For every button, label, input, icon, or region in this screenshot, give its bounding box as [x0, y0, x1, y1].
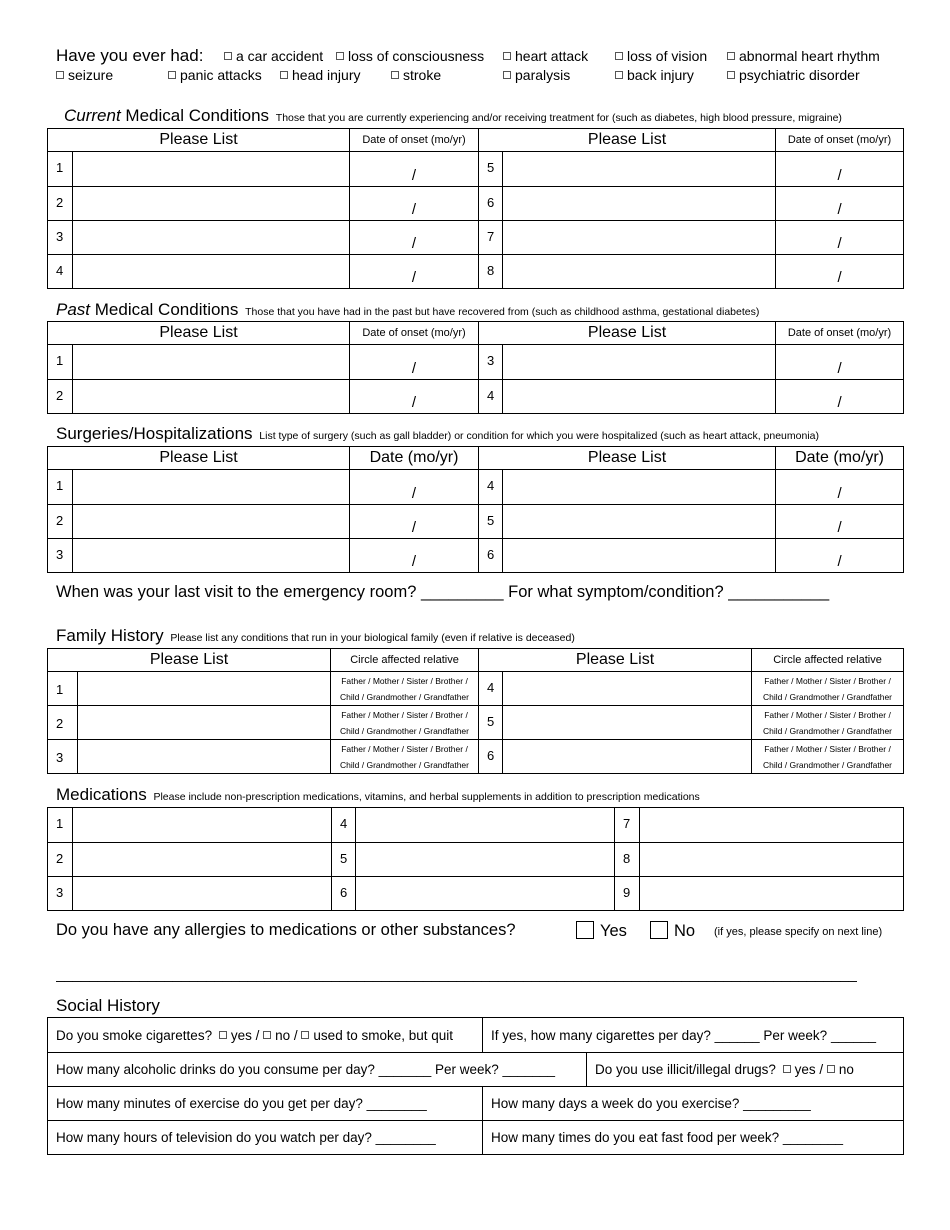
- checkbox-abnormal-heart-rhythm[interactable]: [727, 48, 880, 64]
- medication-field[interactable]: [640, 877, 904, 911]
- section-note: Please list any conditions that run in your biological family (even if relative is deceased): [170, 632, 575, 644]
- checkbox-label: paralysis: [515, 67, 571, 83]
- row-number: 1: [48, 345, 73, 380]
- checkbox-icon[interactable]: [224, 52, 232, 60]
- checkbox-icon[interactable]: [615, 71, 623, 79]
- drugs-yes-label: yes /: [794, 1062, 824, 1077]
- date-field[interactable]: /: [350, 255, 479, 289]
- relative-options[interactable]: [331, 706, 479, 740]
- row-number: 4: [48, 255, 73, 289]
- past-conditions-table: [47, 321, 904, 414]
- date-field[interactable]: /: [350, 470, 479, 505]
- checkbox-car-accident[interactable]: [224, 48, 323, 64]
- checkbox-label: head injury: [292, 67, 361, 83]
- medications-title: [56, 785, 700, 805]
- relative-options[interactable]: [752, 672, 904, 706]
- checkbox-label: loss of consciousness: [348, 48, 485, 64]
- column-header-date: Date of onset (mo/yr): [776, 322, 904, 345]
- exercise-days-question[interactable]: How many days a week do you exercise? _________: [483, 1087, 904, 1121]
- smoke-no-label: no /: [275, 1027, 298, 1043]
- surgery-field[interactable]: [73, 505, 350, 539]
- table-row: [48, 672, 904, 706]
- checkbox-icon[interactable]: [503, 71, 511, 79]
- relative-line: Child / Grandmother / Grandfather: [763, 725, 893, 736]
- relative-line: Father / Mother / Sister / Brother /: [341, 709, 468, 720]
- checkbox-label: loss of vision: [627, 48, 708, 64]
- row-number: 3: [479, 345, 503, 380]
- cigarettes-per-day-question[interactable]: If yes, how many cigarettes per day? ______ Per week? ______: [483, 1018, 904, 1053]
- checkbox-icon[interactable]: [301, 1031, 309, 1039]
- family-condition-field[interactable]: [503, 706, 752, 740]
- smoke-question: Do you smoke cigarettes?: [56, 1027, 213, 1043]
- medication-field[interactable]: [356, 808, 615, 843]
- date-field[interactable]: /: [350, 221, 479, 255]
- row-number: 4: [479, 672, 503, 706]
- row-number: 8: [615, 843, 640, 877]
- condition-field[interactable]: [503, 345, 776, 380]
- checkbox-icon[interactable]: [827, 1065, 835, 1073]
- title-text: Surgeries/Hospitalizations: [56, 424, 253, 443]
- checkbox-label: abnormal heart rhythm: [739, 48, 880, 64]
- checkbox-icon[interactable]: [576, 921, 594, 939]
- social-history-table: [47, 1017, 904, 1155]
- row-number: 6: [332, 877, 356, 911]
- date-field[interactable]: /: [776, 505, 904, 539]
- relative-options[interactable]: [331, 740, 479, 774]
- column-header-list: Please List: [479, 322, 776, 345]
- row-number: 6: [479, 539, 503, 573]
- checkbox-stroke[interactable]: [391, 67, 441, 83]
- allergies-no-option[interactable]: [650, 921, 695, 941]
- table-row: [48, 380, 904, 414]
- table-row: [48, 877, 904, 911]
- date-field[interactable]: /: [776, 539, 904, 573]
- surgeries-table: [47, 446, 904, 573]
- relative-line: Child / Grandmother / Grandfather: [340, 725, 469, 736]
- relative-options[interactable]: [752, 740, 904, 774]
- row-number: 1: [48, 470, 73, 505]
- medication-field[interactable]: [73, 808, 332, 843]
- table-row: [48, 1053, 904, 1087]
- smoke-yes-label: yes /: [230, 1027, 260, 1043]
- row-number: 3: [48, 221, 73, 255]
- column-header-date: Date (mo/yr): [776, 447, 904, 470]
- checkbox-icon[interactable]: [56, 71, 64, 79]
- drugs-question-cell: [587, 1053, 904, 1087]
- checkbox-loss-of-vision[interactable]: [615, 48, 707, 64]
- row-number: 2: [48, 380, 73, 414]
- date-field[interactable]: /: [350, 345, 479, 380]
- checkbox-label: back injury: [627, 67, 694, 83]
- checkbox-icon[interactable]: [727, 52, 735, 60]
- medication-field[interactable]: [73, 877, 332, 911]
- relative-line: Father / Mother / Sister / Brother /: [341, 743, 468, 754]
- row-number: 7: [479, 221, 503, 255]
- option-label: No: [674, 922, 696, 940]
- table-row: [48, 539, 904, 573]
- checkbox-heart-attack[interactable]: [503, 48, 588, 64]
- condition-field[interactable]: [503, 221, 776, 255]
- er-visit-question[interactable]: When was your last visit to the emergency room? _________ For what symptom/condition? ___________: [56, 583, 830, 601]
- medication-field[interactable]: [73, 843, 332, 877]
- relative-line: Child / Grandmother / Grandfather: [763, 691, 893, 702]
- date-field[interactable]: /: [350, 187, 479, 221]
- column-header-list: Please List: [48, 649, 331, 672]
- table-row: [48, 152, 904, 187]
- table-row: [48, 187, 904, 221]
- checkbox-head-injury[interactable]: [280, 67, 361, 83]
- family-condition-field[interactable]: [78, 672, 331, 706]
- alcohol-question[interactable]: How many alcoholic drinks do you consume per day? _______ Per week? _______: [48, 1053, 587, 1087]
- title-text: Social History: [56, 996, 160, 1015]
- checkbox-paralysis[interactable]: [503, 67, 570, 83]
- column-header-list: Please List: [48, 129, 350, 152]
- table-row: [48, 221, 904, 255]
- row-number: 8: [479, 255, 503, 289]
- allergies-yes-option[interactable]: [576, 921, 627, 941]
- row-number: 3: [48, 740, 78, 774]
- row-number: 4: [332, 808, 356, 843]
- drugs-question: Do you use illicit/illegal drugs?: [595, 1062, 776, 1077]
- column-header-date: Date (mo/yr): [350, 447, 479, 470]
- table-row: [48, 1018, 904, 1053]
- relative-line: Father / Mother / Sister / Brother /: [764, 709, 891, 720]
- checkbox-icon[interactable]: [783, 1065, 791, 1073]
- table-row: [48, 345, 904, 380]
- column-header-list: Please List: [48, 322, 350, 345]
- row-number: 6: [479, 187, 503, 221]
- condition-field[interactable]: [73, 152, 350, 187]
- relative-line: Child / Grandmother / Grandfather: [340, 759, 469, 770]
- television-hours-question[interactable]: How many hours of television do you watch per day? ________: [48, 1121, 483, 1155]
- row-number: 7: [615, 808, 640, 843]
- table-row: [48, 1121, 904, 1155]
- row-number: 4: [479, 380, 503, 414]
- family-condition-field[interactable]: [78, 740, 331, 774]
- social-history-title: [56, 996, 160, 1016]
- current-conditions-table: [47, 128, 904, 289]
- row-number: 2: [48, 505, 73, 539]
- condition-field[interactable]: [73, 221, 350, 255]
- past-conditions-title: [56, 300, 759, 320]
- checkbox-icon[interactable]: [615, 52, 623, 60]
- date-field[interactable]: /: [776, 345, 904, 380]
- checkbox-label: stroke: [403, 67, 442, 83]
- row-number: 1: [48, 152, 73, 187]
- table-row: [48, 1087, 904, 1121]
- medication-field[interactable]: [356, 843, 615, 877]
- column-header-date: Date of onset (mo/yr): [350, 129, 479, 152]
- family-condition-field[interactable]: [503, 740, 752, 774]
- date-field[interactable]: /: [776, 255, 904, 289]
- row-number: 3: [48, 877, 73, 911]
- checkbox-label: panic attacks: [180, 67, 262, 83]
- title-text: Medical Conditions: [120, 106, 270, 125]
- checkbox-icon[interactable]: [391, 71, 399, 79]
- section-note: Those that you are currently experiencing and/or receiving treatment for (such as diabetes, high blood pressure, migraine): [275, 112, 842, 124]
- column-header-list: Please List: [479, 649, 752, 672]
- checkbox-icon[interactable]: [650, 921, 668, 939]
- table-row: [48, 505, 904, 539]
- surgery-field[interactable]: [503, 470, 776, 505]
- checkbox-icon[interactable]: [503, 52, 511, 60]
- date-field[interactable]: /: [776, 187, 904, 221]
- current-conditions-title: [64, 106, 842, 126]
- relative-line: Child / Grandmother / Grandfather: [340, 691, 469, 702]
- row-number: 1: [48, 808, 73, 843]
- row-number: 6: [479, 740, 503, 774]
- title-text: Medical Conditions: [90, 300, 239, 319]
- row-number: 4: [479, 470, 503, 505]
- checkbox-icon[interactable]: [280, 71, 288, 79]
- table-row: [48, 470, 904, 505]
- column-header-list: Please List: [48, 447, 350, 470]
- checkbox-panic-attacks[interactable]: [168, 67, 262, 83]
- surgery-field[interactable]: [503, 505, 776, 539]
- family-condition-field[interactable]: [503, 672, 752, 706]
- medication-field[interactable]: [640, 843, 904, 877]
- relative-line: Father / Mother / Sister / Brother /: [764, 743, 891, 754]
- relative-options[interactable]: [331, 672, 479, 706]
- relative-options[interactable]: [752, 706, 904, 740]
- drugs-no-label: no: [838, 1062, 854, 1077]
- condition-field[interactable]: [503, 152, 776, 187]
- medication-field[interactable]: [640, 808, 904, 843]
- checkbox-icon[interactable]: [219, 1031, 227, 1039]
- surgery-field[interactable]: [73, 539, 350, 573]
- relative-line: Father / Mother / Sister / Brother /: [341, 675, 468, 686]
- checkbox-icon[interactable]: [168, 71, 176, 79]
- checkbox-label: a car accident: [236, 48, 324, 64]
- table-row: [48, 740, 904, 774]
- family-history-title: [56, 626, 575, 646]
- date-field[interactable]: /: [776, 152, 904, 187]
- smoke-quit-label: used to smoke, but quit: [313, 1027, 454, 1043]
- ever-had-row-1: [56, 46, 209, 66]
- allergies-specify-line[interactable]: ________________________________________________________________________________________________: [56, 966, 857, 983]
- option-label: Yes: [600, 922, 627, 940]
- condition-field[interactable]: [503, 255, 776, 289]
- row-number: 3: [48, 539, 73, 573]
- checkbox-label: heart attack: [515, 48, 589, 64]
- medication-field[interactable]: [356, 877, 615, 911]
- allergies-question: Do you have any allergies to medications or other substances?: [56, 921, 516, 939]
- column-header-date: Date of onset (mo/yr): [350, 322, 479, 345]
- date-field[interactable]: /: [776, 380, 904, 414]
- exercise-minutes-question[interactable]: How many minutes of exercise do you get per day? ________: [48, 1087, 483, 1121]
- relative-line: Father / Mother / Sister / Brother /: [764, 675, 891, 686]
- condition-field[interactable]: [73, 187, 350, 221]
- row-number: 5: [479, 152, 503, 187]
- surgery-field[interactable]: [503, 539, 776, 573]
- date-field[interactable]: /: [350, 152, 479, 187]
- title-emphasis: Past: [56, 300, 91, 319]
- date-field[interactable]: /: [350, 505, 479, 539]
- section-note: Those that you have had in the past but have recovered from (such as childhood asthma, gestational diabetes): [245, 306, 760, 318]
- row-number: 5: [332, 843, 356, 877]
- condition-field[interactable]: [503, 187, 776, 221]
- column-header-relative: Circle affected relative: [752, 649, 904, 672]
- date-field[interactable]: /: [350, 380, 479, 414]
- date-field[interactable]: /: [776, 470, 904, 505]
- smoke-question-cell: [48, 1018, 483, 1053]
- title-emphasis: Current: [64, 106, 121, 125]
- condition-field[interactable]: [73, 255, 350, 289]
- column-header-list: Please List: [479, 129, 776, 152]
- family-condition-field[interactable]: [78, 706, 331, 740]
- surgeries-title: [56, 424, 819, 444]
- checkbox-icon[interactable]: [727, 71, 735, 79]
- checkbox-psychiatric-disorder[interactable]: [727, 67, 860, 83]
- condition-field[interactable]: [503, 380, 776, 414]
- date-field[interactable]: /: [350, 539, 479, 573]
- table-row: [48, 255, 904, 289]
- condition-field[interactable]: [73, 380, 350, 414]
- checkbox-label: psychiatric disorder: [739, 67, 860, 83]
- surgery-field[interactable]: [73, 470, 350, 505]
- allergies-hint: (if yes, please specify on next line): [714, 926, 883, 938]
- row-number: 2: [48, 706, 78, 740]
- checkbox-back-injury[interactable]: [615, 67, 694, 83]
- row-number: 1: [48, 672, 78, 706]
- fast-food-question[interactable]: How many times do you eat fast food per week? ________: [483, 1121, 904, 1155]
- row-number: 2: [48, 843, 73, 877]
- section-note: Please include non-prescription medications, vitamins, and herbal supplements in addition to prescription medications: [153, 791, 700, 803]
- table-row: [48, 706, 904, 740]
- family-history-table: [47, 648, 904, 774]
- row-number: 9: [615, 877, 640, 911]
- title-text: Medications: [56, 785, 147, 804]
- column-header-date: Date of onset (mo/yr): [776, 129, 904, 152]
- column-header-relative: Circle affected relative: [331, 649, 479, 672]
- section-note: List type of surgery (such as gall bladder) or condition for which you were hospitalized (such as heart attack, pneumonia): [259, 430, 819, 442]
- table-row: [48, 843, 904, 877]
- relative-line: Child / Grandmother / Grandfather: [763, 759, 893, 770]
- table-row: [48, 808, 904, 843]
- checkbox-loss-of-consciousness[interactable]: [336, 48, 484, 64]
- title-text: Family History: [56, 626, 164, 645]
- date-field[interactable]: /: [776, 221, 904, 255]
- checkbox-icon[interactable]: [336, 52, 344, 60]
- medications-table: [47, 807, 904, 911]
- column-header-list: Please List: [479, 447, 776, 470]
- checkbox-seizure[interactable]: [56, 67, 113, 83]
- condition-field[interactable]: [73, 345, 350, 380]
- ever-had-label: Have you ever had:: [56, 46, 204, 65]
- row-number: 2: [48, 187, 73, 221]
- row-number: 5: [479, 505, 503, 539]
- row-number: 5: [479, 706, 503, 740]
- checkbox-label: seizure: [68, 67, 114, 83]
- checkbox-icon[interactable]: [263, 1031, 271, 1039]
